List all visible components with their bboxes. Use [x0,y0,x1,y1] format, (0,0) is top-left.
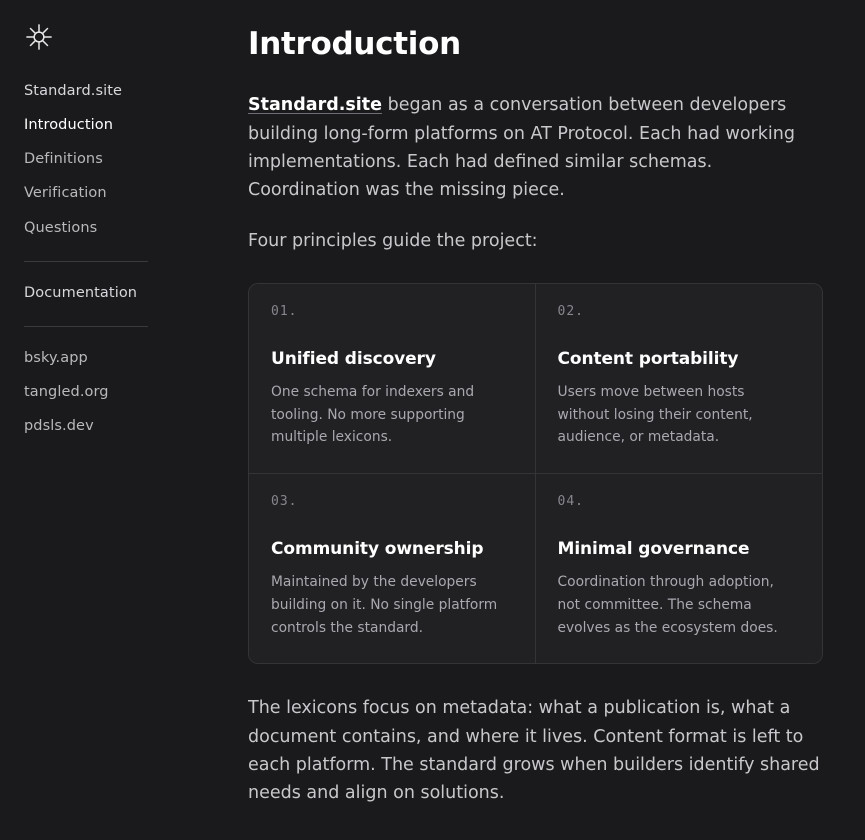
sidebar-nav-primary [24,74,224,245]
standard-site-link[interactable]: Standard.site [248,95,383,116]
sidebar-item-introduction[interactable]: Introduction [24,117,114,134]
principle-description: Coordination through adoption, not committee. The schema evolves as the ecosystem does. [557,574,778,636]
page-title: Introduction [248,26,461,62]
intro-paragraph-text: began as a conversation between developers building long-form platforms on AT Protocol. Each had working implementations. Each had defined similar schemas. Coordination was the missing piece. [248,95,795,201]
sidebar-item-standard-site[interactable]: Standard.site [24,83,123,99]
principle-number: 03. [271,494,298,510]
sidebar-item-questions[interactable]: Questions [24,219,98,236]
principle-card [249,284,536,474]
principles-lead: Four principles guide the project: [248,230,538,251]
sidebar-item-documentation[interactable]: Documentation [24,284,138,301]
sidebar-divider-2 [24,326,148,327]
main-content [248,0,865,840]
principle-card [536,284,823,474]
principle-description: Users move between hosts without losing their content, audience, or metadata. [557,383,753,446]
principle-number: 04. [557,494,584,510]
sidebar-item-pdsls-dev[interactable]: pdsls.dev [24,418,94,434]
principle-number: 02. [557,303,584,319]
intro-paragraph [248,91,823,204]
sidebar-nav-external [24,341,224,443]
sidebar-nav-secondary [24,276,224,310]
principle-description: One schema for indexers and tooling. No more supporting multiple lexicons. [271,383,475,446]
principle-description: Maintained by the developers building on it. No single platform controls the standard. [271,574,498,636]
sidebar-divider-1 [24,261,148,262]
principles-grid [248,283,823,665]
sidebar [0,0,248,840]
principle-title: Unified discovery [271,348,436,369]
principle-card [249,474,536,663]
principle-number: 01. [271,303,298,319]
sidebar-item-tangled-org[interactable]: tangled.org [24,383,109,400]
sidebar-item-bsky-app[interactable]: bsky.app [24,349,88,366]
principle-title: Community ownership [271,539,484,560]
standard-site-logo-icon[interactable] [24,22,54,52]
principle-title: Minimal governance [557,539,750,560]
principle-title: Content portability [557,348,739,369]
sidebar-item-definitions[interactable]: Definitions [24,151,103,168]
sidebar-item-verification[interactable]: Verification [24,185,107,202]
closing-paragraph: The lexicons focus on metadata: what a publication is, what a document contains, and where it lives. Content format is left to each platform. The standard grows when builders identify shared needs and align on solutions. [248,698,820,804]
principle-card [536,474,823,663]
